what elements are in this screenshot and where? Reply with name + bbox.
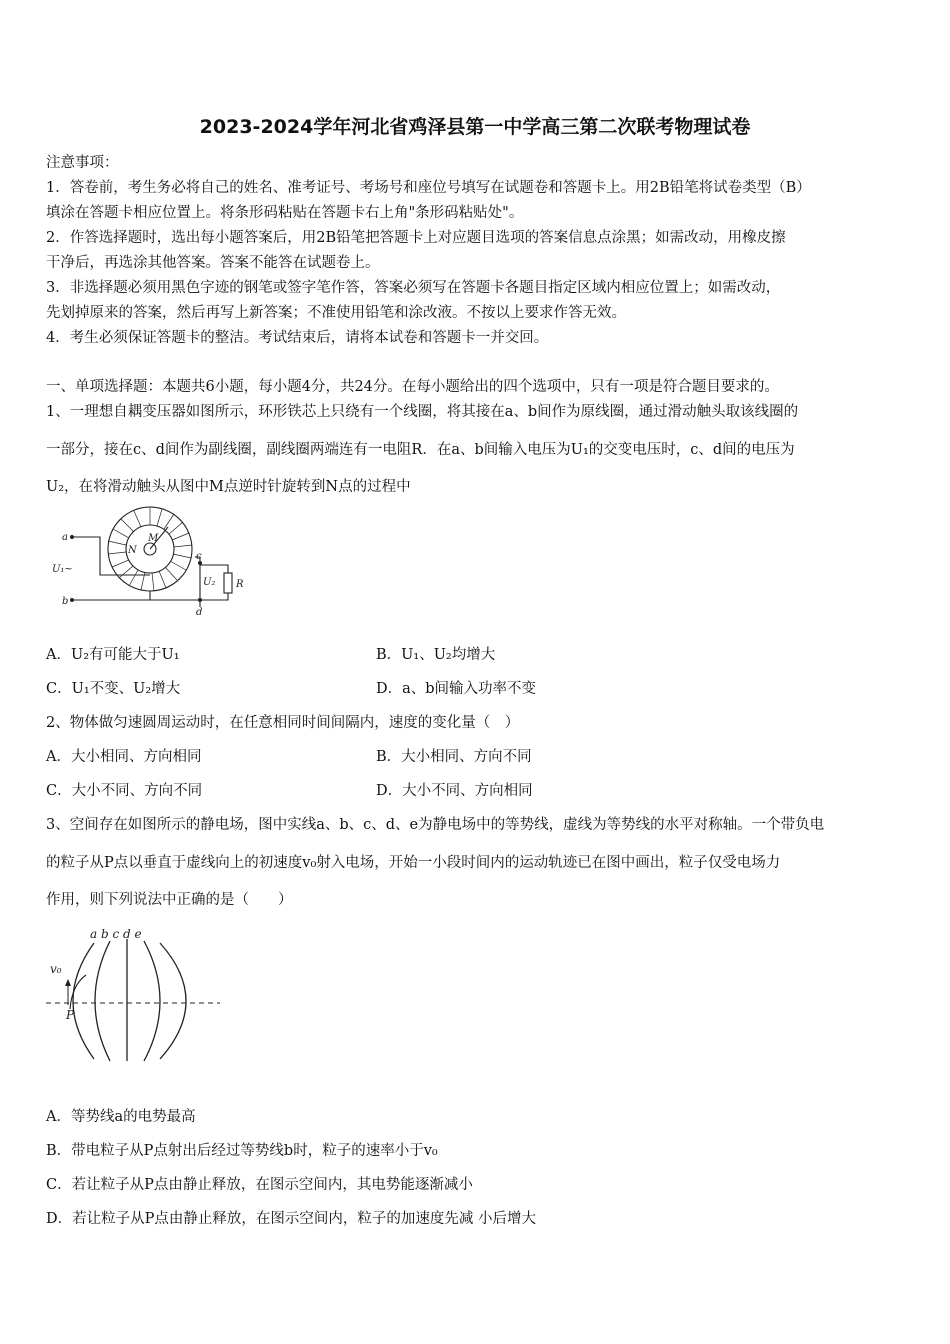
label-n: N — [128, 545, 137, 556]
q1-option-c: C．U₁不变、U₂增大 — [46, 681, 181, 697]
transformer-figure — [50, 505, 250, 617]
q1-option-d: D．a、b间输入功率不变 — [376, 681, 537, 697]
q2-option-d: D．大小不同、方向相同 — [376, 783, 533, 799]
label-b: b — [62, 596, 69, 607]
q3-stem: 3、空间存在如图所示的静电场，图中实线a、b、c、d、e为静电场中的等势线，虚线为等势线的水平对称轴。一个带负电 — [46, 817, 825, 833]
q1-option-b: B．U₁、U₂均增大 — [376, 647, 496, 663]
label-a: a — [62, 532, 68, 543]
notice-line: 1．答卷前，考生务必将自己的姓名、准考证号、考场号和座位号填写在试题卷和答题卡上。用2B铅笔将试卷类型（B） — [46, 180, 811, 196]
q2-option-a: A．大小相同、方向相同 — [46, 749, 202, 765]
q3-stem: 的粒子从P点以垂直于虚线向上的初速度v₀射入电场，开始一小段时间内的运动轨迹已在图中画出，粒子仅受电场力 — [46, 855, 781, 871]
label-m: M — [148, 533, 159, 544]
label-p: P — [66, 1008, 75, 1022]
notice-heading: 注意事项： — [46, 155, 119, 171]
q1-option-a: A．U₂有可能大于U₁ — [46, 647, 180, 663]
q1-stem: 一部分，接在c、d间作为副线圈，副线圈两端连有一电阻R．在a、b间输入电压为U₁的交变电压时，c、d间的电压为 — [46, 442, 795, 458]
notice-line: 填涂在答题卡相应位置上。将条形码粘贴在答题卡右上角"条形码粘贴处"。 — [46, 205, 524, 221]
q3-stem: 作用，则下列说法中正确的是（ ） — [46, 892, 293, 908]
label-d: d — [196, 607, 203, 617]
q3-option-b: B．带电粒子从P点射出后经过等势线b时，粒子的速率小于v₀ — [46, 1143, 438, 1159]
equipotential-figure — [44, 925, 224, 1065]
q1-stem: 1、一理想自耦变压器如图所示，环形铁芯上只绕有一个线圈，将其接在a、b间作为原线圈，通过滑动触头取该线圈的 — [46, 404, 799, 420]
label-u2: U₂ — [203, 577, 216, 588]
labels-abcde: a b c d e — [90, 927, 142, 941]
page-title: 2023-2024学年河北省鸡泽县第一中学高三第二次联考物理试卷 — [199, 116, 751, 138]
q3-option-d: D．若让粒子从P点由静止释放，在图示空间内，粒子的加速度先减 小后增大 — [46, 1211, 536, 1227]
q3-option-a: A．等势线a的电势最高 — [46, 1109, 196, 1125]
label-u1: U₁~ — [52, 564, 73, 575]
q2-option-b: B．大小相同、方向不同 — [376, 749, 532, 765]
q1-stem: U₂，在将滑动触头从图中M点逆时针旋转到N点的过程中 — [46, 479, 411, 495]
notice-line: 4．考生必须保证答题卡的整洁。考试结束后，请将本试卷和答题卡一并交回。 — [46, 330, 549, 346]
notice-line: 3．非选择题必须用黑色字迹的钢笔或签字笔作答，答案必须写在答题卡各题目指定区域内相应位置上；如需改动， — [46, 280, 781, 296]
notice-line: 先划掉原来的答案，然后再写上新答案；不准使用铅笔和涂改液。不按以上要求作答无效。 — [46, 305, 626, 321]
label-c: c — [196, 551, 202, 562]
label-v0: v₀ — [50, 962, 62, 976]
q3-option-c: C．若让粒子从P点由静止释放，在图示空间内，其电势能逐渐减小 — [46, 1177, 473, 1193]
q2-stem: 2、物体做匀速圆周运动时，在任意相同时间间隔内，速度的变化量（ ） — [46, 715, 520, 731]
label-r: R — [236, 579, 244, 590]
q2-option-c: C．大小不同、方向不同 — [46, 783, 203, 799]
notice-line: 干净后，再选涂其他答案。答案不能答在试题卷上。 — [46, 255, 380, 271]
notice-line: 2．作答选择题时，选出每小题答案后，用2B铅笔把答题卡上对应题目选项的答案信息点涂黑；如需改动，用橡皮擦 — [46, 230, 786, 246]
section-heading: 一、单项选择题：本题共6小题，每小题4分，共24分。在每小题给出的四个选项中，只有一项是符合题目要求的。 — [46, 379, 779, 395]
